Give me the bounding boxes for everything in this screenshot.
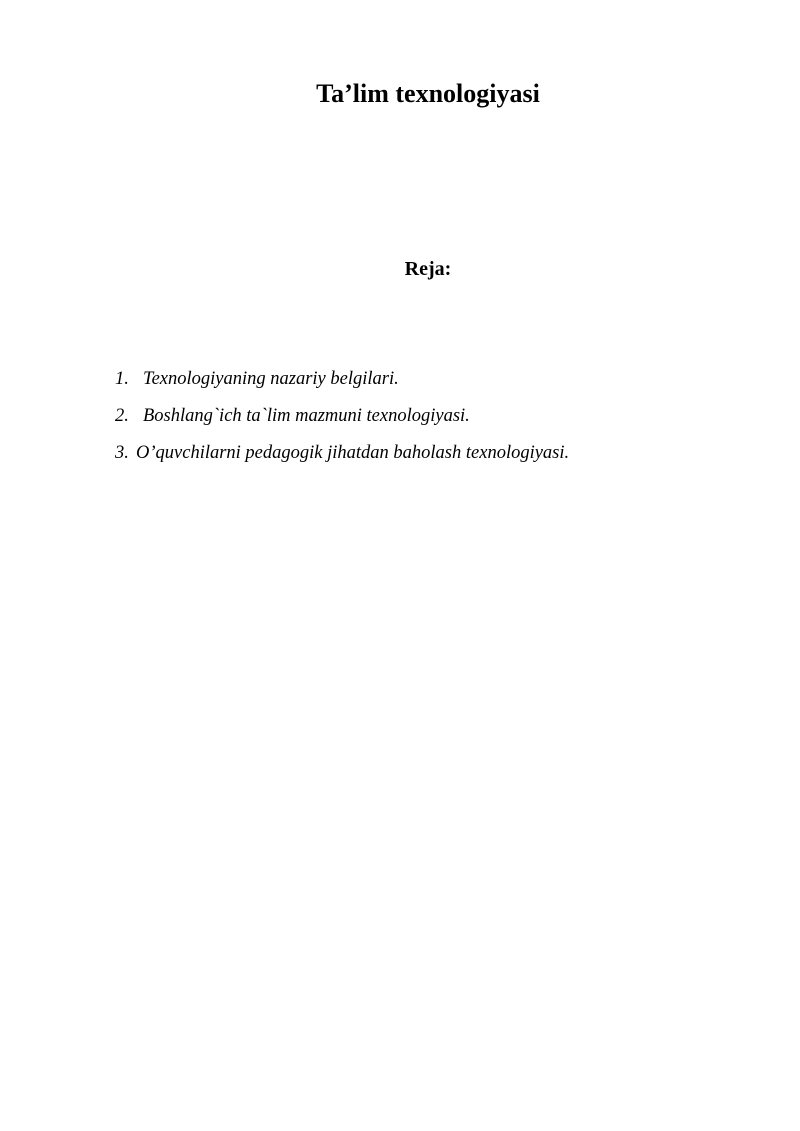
plan-item-1 <box>115 361 569 398</box>
plan-item-number: 1. <box>115 369 129 389</box>
plan-list <box>115 361 569 472</box>
plan-item-text: O’quvchilarni pedagogik jihatdan baholash texnologiyasi. <box>136 443 570 463</box>
plan-item-number: 3. <box>115 443 129 463</box>
plan-item-3 <box>115 435 569 472</box>
plan-heading: Reja: <box>404 258 452 280</box>
plan-item-text: Texnologiyaning nazariy belgilari. <box>143 369 399 389</box>
plan-item-2 <box>115 398 569 435</box>
document-title: Ta’lim texnologiyasi <box>316 79 540 108</box>
plan-item-number: 2. <box>115 406 129 426</box>
plan-item-text: Boshlang`ich ta`lim mazmuni texnologiyasi. <box>143 406 470 426</box>
